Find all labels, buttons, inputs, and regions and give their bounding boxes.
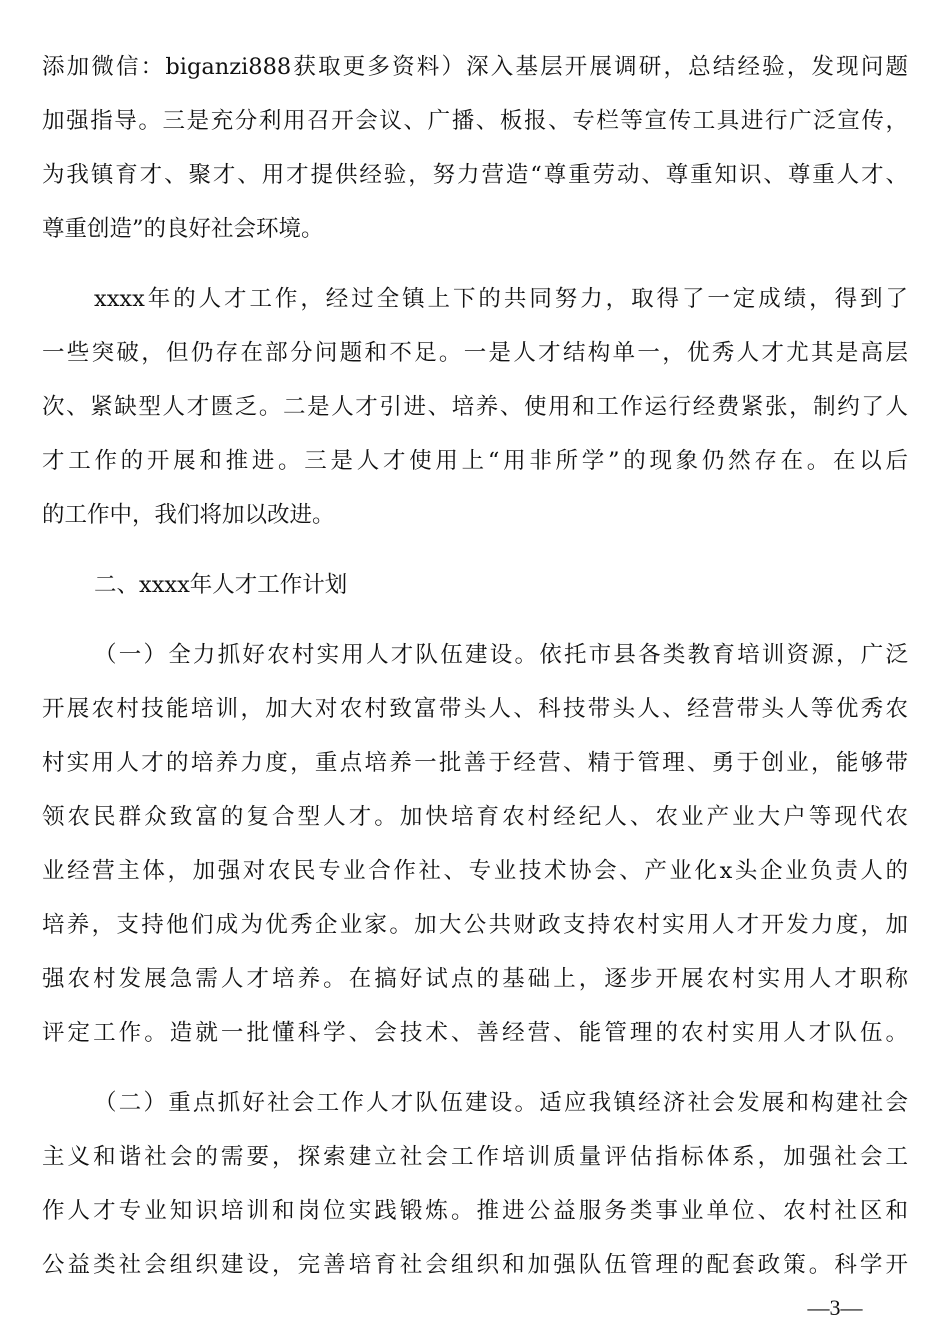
paragraph-line: 强农村发展急需人才培养。在搞好试点的基础上，逐步开展农村实用人才职称 — [42, 966, 908, 992]
paragraph-line: 才工作的开展和推进。三是人才使用上“用非所学”的现象仍然存在。在以后 — [42, 448, 908, 474]
paragraph-line: 次、紧缺型人才匮乏。二是人才引进、培养、使用和工作运行经费紧张，制约了人 — [42, 394, 908, 420]
paragraph-line: 的工作中，我们将加以改进。 — [42, 502, 335, 528]
paragraph-line: （二）重点抓好社会工作人才队伍建设。适应我镇经济社会发展和构建社会 — [94, 1090, 908, 1116]
paragraph-line: 一些突破，但仍存在部分问题和不足。一是人才结构单一，优秀人才尤其是高层 — [42, 340, 908, 366]
page-number: —3— — [807, 1295, 863, 1320]
paragraph-line: 开展农村技能培训，加大对农村致富带头人、科技带头人、经营带头人等优秀农 — [42, 696, 908, 722]
paragraph-line: 领农民群众致富的复合型人才。加快培育农村经纪人、农业产业大户等现代农 — [42, 804, 908, 830]
paragraph-line: 作人才专业知识培训和岗位实践锻炼。推进公益服务类事业单位、农村社区和 — [42, 1198, 908, 1224]
paragraph-line: 培养，支持他们成为优秀企业家。加大公共财政支持农村实用人才开发力度，加 — [42, 912, 908, 938]
paragraph-line: 公益类社会组织建设，完善培育社会组织和加强队伍管理的配套政策。科学开 — [42, 1252, 908, 1278]
paragraph-line: xxxx年的人才工作，经过全镇上下的共同努力，取得了一定成绩，得到了 — [94, 286, 908, 312]
paragraph-line: 主义和谐社会的需要，探索建立社会工作培训质量评估指标体系，加强社会工 — [42, 1144, 908, 1170]
paragraph-line: （一）全力抓好农村实用人才队伍建设。依托市县各类教育培训资源，广泛 — [94, 642, 908, 668]
paragraph-line: 业经营主体，加强对农民专业合作社、专业技术协会、产业化x头企业负责人的 — [42, 858, 908, 884]
paragraph-line: 为我镇育才、聚才、用才提供经验，努力营造“尊重劳动、尊重知识、尊重人才、 — [42, 162, 908, 188]
paragraph-line: 加强指导。三是充分利用召开会议、广播、板报、专栏等宣传工具进行广泛宣传， — [42, 108, 908, 134]
section-heading: 二、xxxx年人才工作计划 — [94, 572, 348, 598]
paragraph-line: 添加微信：biganzi888获取更多资料）深入基层开展调研，总结经验，发现问题 — [42, 54, 908, 80]
paragraph-line: 村实用人才的培养力度，重点培养一批善于经营、精于管理、勇于创业，能够带 — [42, 750, 908, 776]
paragraph-line: 评定工作。造就一批懂科学、会技术、善经营、能管理的农村实用人才队伍。 — [42, 1020, 908, 1046]
paragraph-line: 尊重创造”的良好社会环境。 — [42, 216, 324, 242]
